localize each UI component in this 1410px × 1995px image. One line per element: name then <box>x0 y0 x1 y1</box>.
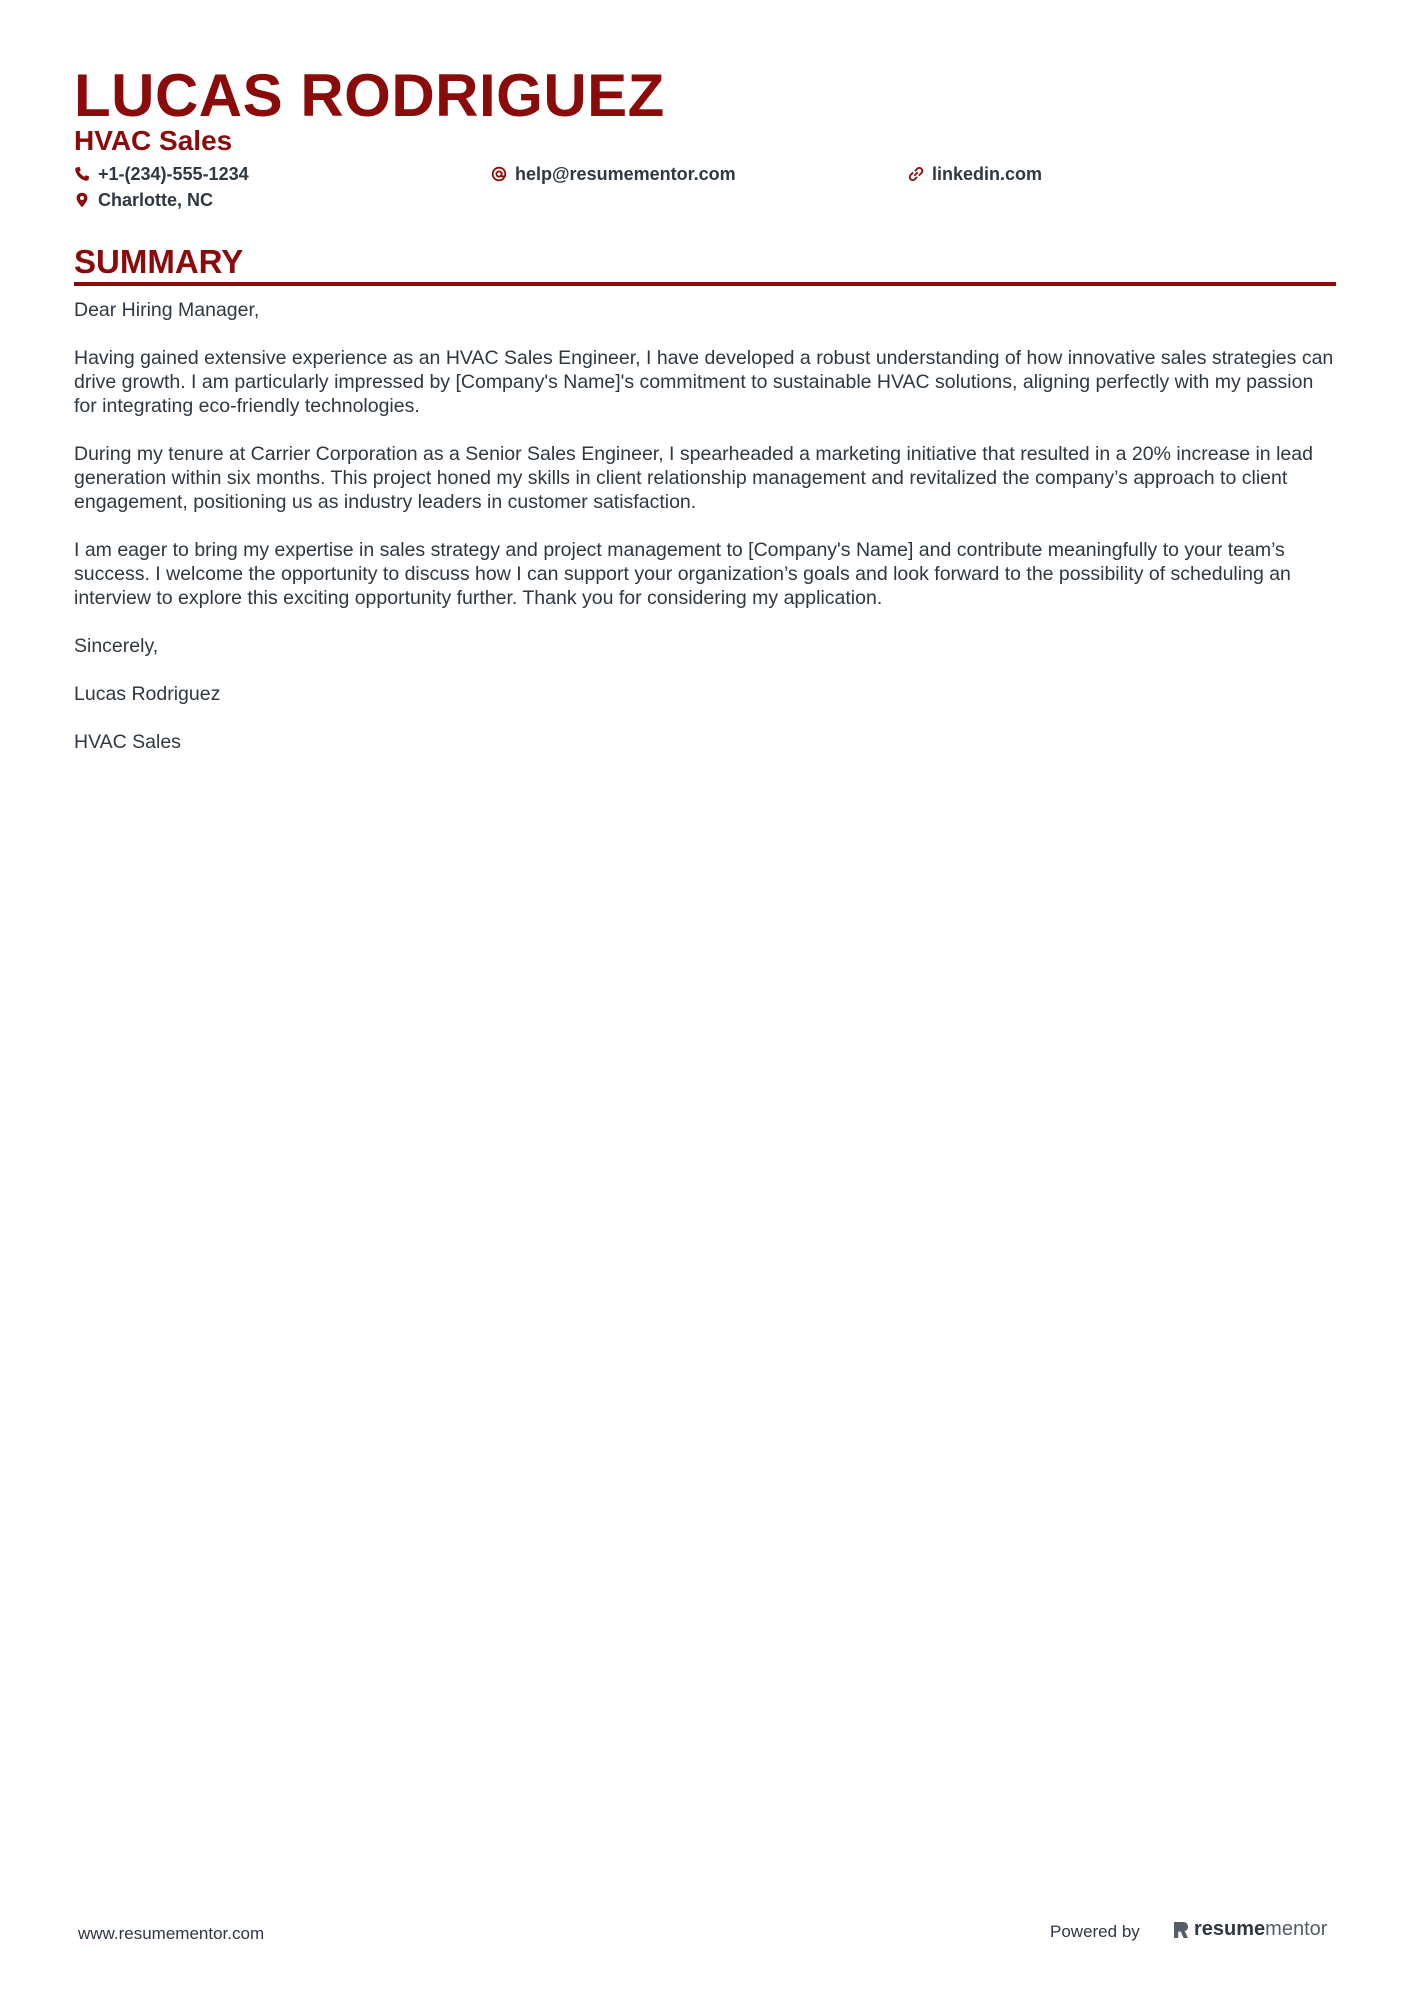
candidate-title: HVAC Sales <box>74 125 233 156</box>
phone-text: +1-(234)-555-1234 <box>98 164 249 184</box>
signature-name: Lucas Rodriguez <box>74 683 221 705</box>
link-icon <box>908 166 924 182</box>
cover-letter-page <box>74 0 1336 1995</box>
contact-email[interactable] <box>491 162 736 186</box>
brand-name-part2: mentor <box>1265 1918 1328 1940</box>
brand-logo[interactable] <box>1172 1918 1327 1941</box>
signature-title: HVAC Sales <box>74 731 181 753</box>
footer-website-link[interactable]: www.resumementor.com <box>78 1924 265 1943</box>
letter-body <box>74 298 1336 778</box>
resumementor-logo-icon <box>1172 1920 1190 1940</box>
letter-greeting: Dear Hiring Manager, <box>74 299 260 321</box>
letter-paragraph-2: During my tenure at Carrier Corporation as a Senior Sales Engineer, I spearheaded a marketing initiative that resulted in a 20% increase in lead generation within six months. This project honed my skills in client relationship management and revitalized the company’s approach to client engagement, positioning us as industry leaders in customer satisfaction. <box>74 443 1313 513</box>
contact-location <box>74 188 213 212</box>
linkedin-text[interactable]: linkedin.com <box>932 164 1043 184</box>
powered-by-label: Powered by <box>1050 1922 1140 1941</box>
phone-icon <box>74 166 90 182</box>
contact-linkedin[interactable] <box>908 162 1042 186</box>
location-pin-icon <box>74 192 90 208</box>
at-sign-icon <box>491 166 507 182</box>
candidate-name: LUCAS RODRIGUEZ <box>74 62 665 129</box>
brand-name-part1: resume <box>1194 1918 1266 1940</box>
section-divider <box>74 282 1336 286</box>
contact-phone <box>74 162 249 186</box>
letter-closing: Sincerely, <box>74 635 159 657</box>
section-title-summary: SUMMARY <box>74 243 244 280</box>
location-text: Charlotte, NC <box>98 190 214 210</box>
letter-paragraph-1: Having gained extensive experience as an HVAC Sales Engineer, I have developed a robust understanding of how innovative sales strategies can drive growth. I am particularly impressed by [Company's Name]'s commitment to sustainable HVAC solutions, aligning perfectly with my passion for integrating eco-friendly technologies. <box>74 347 1334 417</box>
letter-paragraph-3: I am eager to bring my expertise in sales strategy and project management to [Company's Name] and contribute meaningfully to your team’s success. I welcome the opportunity to discuss how I can support your organization’s goals and look forward to the possibility of scheduling an interview to explore this exciting opportunity further. Thank you for considering my application. <box>74 539 1291 609</box>
email-text[interactable]: help@resumementor.com <box>515 164 736 184</box>
